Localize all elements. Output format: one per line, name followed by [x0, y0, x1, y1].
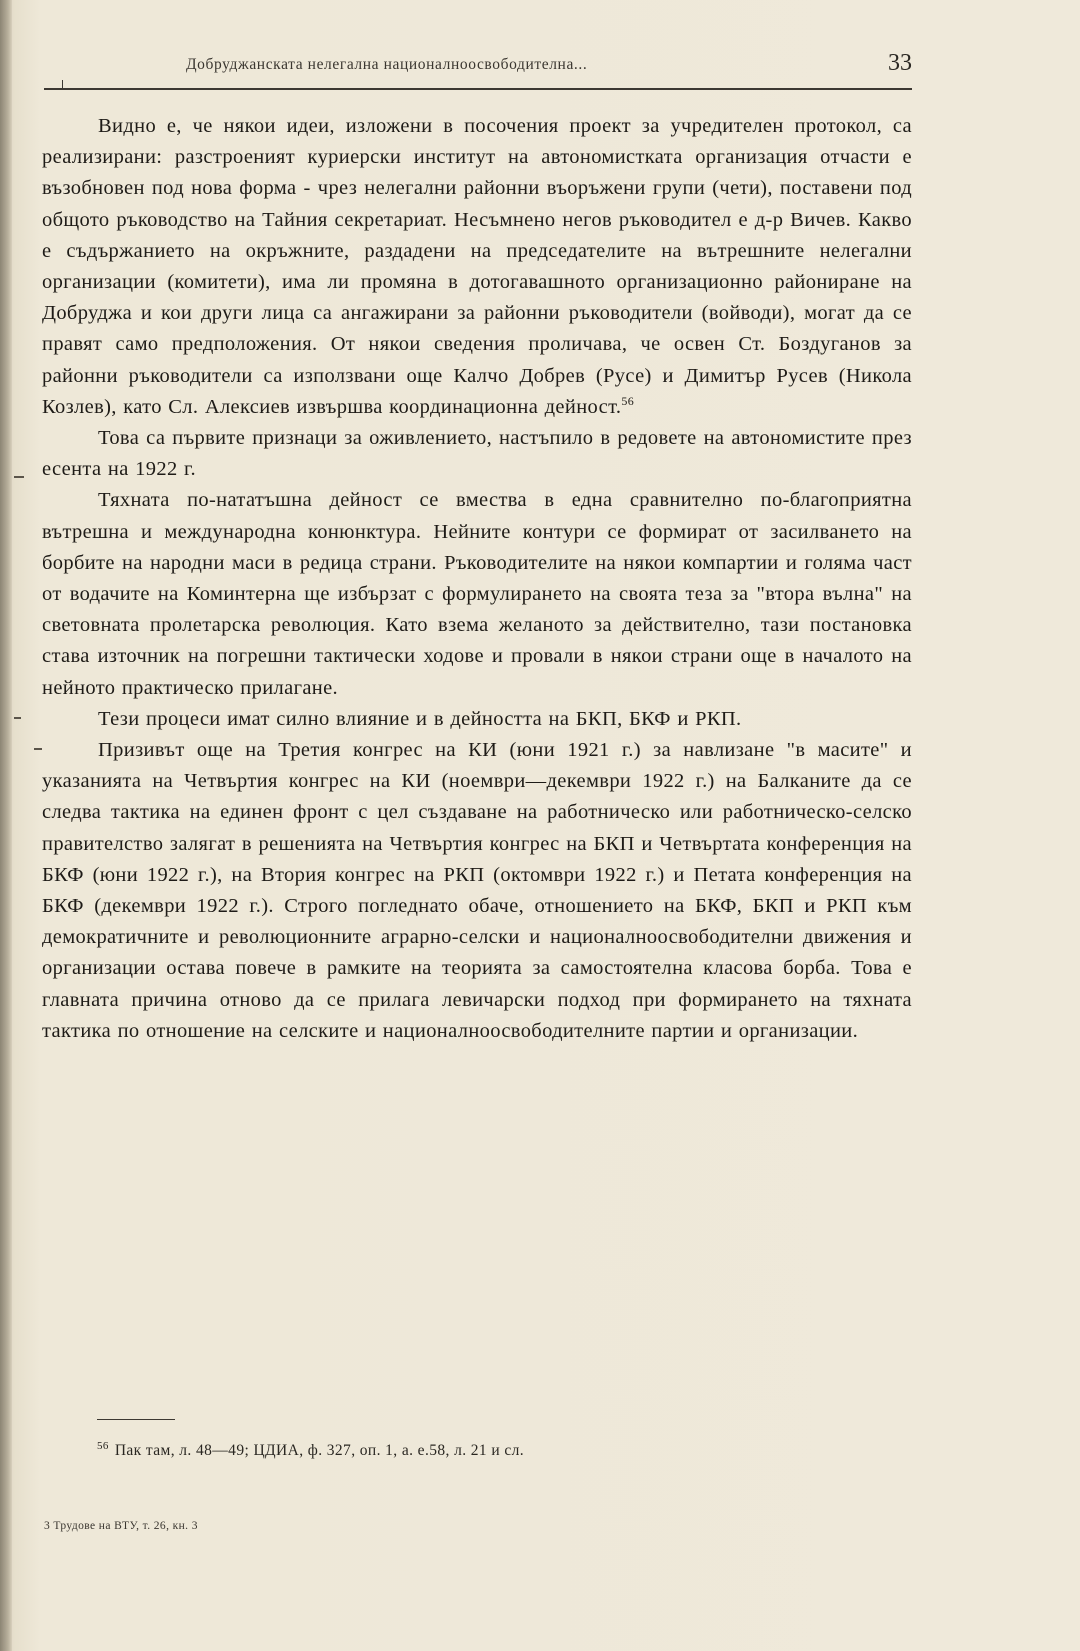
paragraph-1 [42, 111, 912, 423]
footnote-text: Пак там, л. 48—49; ЦДИА, ф. 327, оп. 1, а. е.58, л. 21 и сл. [114, 1442, 525, 1460]
running-title: Добруджанската нелегална националноосвободителна... [186, 56, 588, 73]
margin-pencil-mark [14, 476, 24, 478]
footnote-mark: 56 [97, 1440, 109, 1452]
page-header [44, 50, 912, 90]
header-tick-mark [62, 80, 63, 88]
footnote [97, 1436, 797, 1461]
paragraph-3: Тяхната по-нататъшна дейност се вмества в една сравнително по-благоприятна вътрешна и международна конюнктура. Нейните контури се формират от засилването на борбите на народни маси в редица страни. Ръководителите на някои компартии и голяма част от водачите на Коминтерна ще избързат с формулирането на своята теза за "втора вълна" на световната пролетарска революция. Като взема желаното за действително, тази постановка става източник на погрешни тактически ходове и провали в някои страни още в началото на нейното практическо прилагане. [42, 489, 912, 699]
paragraph-1-text: Видно е, че някои идеи, изложени в посочения проект за учредителен протокол, са реализирани: разстроеният куриерски институт на автономистката организация отчасти е възобновен под нова форма - чрез нелегални районни въоръжени групи (чети), поставени под общото ръководство на Тайния секретариат. Несъмнено негов ръководител е д-р Вичев. Какво е съдържанието на окръжните, раздадени на председателите на вътрешните нелегални организации (комитети), има ли промяна в дотогавашното организационно райониране на Добруджа и кои други лица са ангажирани за районни ръководители (войводи), могат да се правят само предположения. От някои сведения проличава, че освен Ст. Боздуганов за районни ръководители са използвани още Калчо Добрев (Русе) и Димитър Русев (Никола Козлев), като Сл. Алексиев извършва координационна дейност. [42, 115, 912, 418]
paragraph-2: Това са първите признаци за оживлението, настъпило в редовете на автономистите през есента на 1922 г. [42, 427, 912, 481]
paragraph-4: Тези процеси имат силно влияние и в дейността на БКП, БКФ и РКП. [98, 707, 742, 730]
book-spine-shadow [0, 0, 12, 1651]
footnote-reference[interactable]: 56 [621, 394, 635, 408]
body-text [42, 111, 912, 1047]
page-number: 33 [888, 50, 912, 76]
paragraph-5: Призивът още на Третия конгрес на КИ (юни 1921 г.) за навлизане "в масите" и указанията на Четвъртия конгрес на КИ (ноември—декември 1922 г.) на Балканите да се следва тактика на единен фронт с цел създаване на работническо или работническо-селско правителство залягат в решенията на Четвъртия конгрес на БКП и Четвъртата конференция на БКФ (юни 1922 г.), на Втория конгрес на РКП (октомври 1922 г.) и Петата конференция на БКФ (декември 1922 г.). Строго погледнато обаче, отношението на БКФ, БКП и РКП към демократичните и революционните аграрно-селски и националноосвободителни движения и организации остава повече в рамките на теорията за самостоятелна класова борба. Това е главната причина отново да се прилага левичарски подход при формирането на тяхната тактика по отношение на селските и националноосвободителните партии и организации. [42, 739, 912, 1042]
margin-pencil-mark [14, 717, 21, 719]
margin-pencil-mark [34, 748, 42, 750]
footnote-rule [97, 1419, 175, 1420]
header-rule [44, 88, 912, 90]
printer-signature: 3 Трудове на ВТУ, т. 26, кн. 3 [44, 1520, 198, 1532]
